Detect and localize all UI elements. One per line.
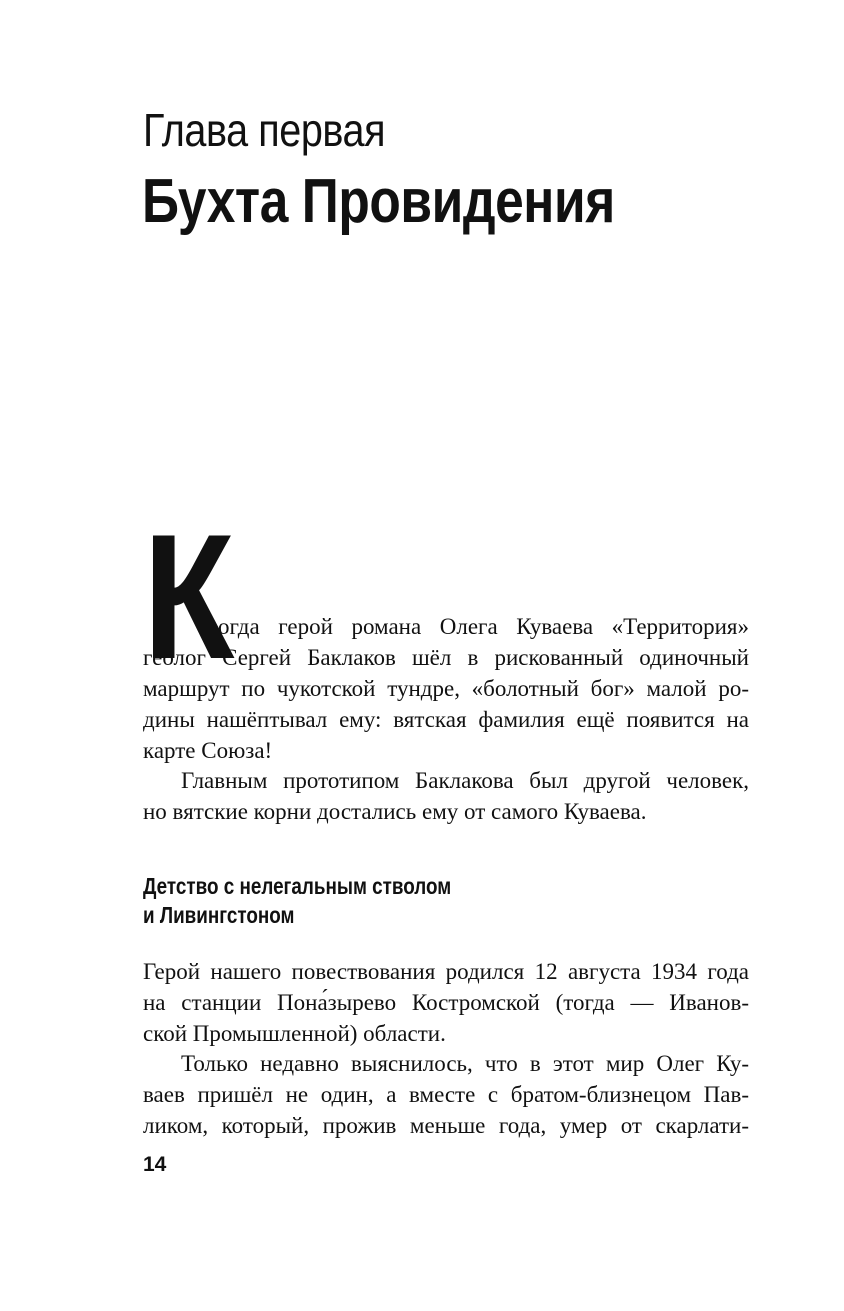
text-line: ликом, который, прожив меньше года, умер от скарлати-: [143, 1113, 749, 1138]
text-line: огда герой романа Олега Куваева «Территория»: [218, 614, 749, 639]
text-line: дины нашёптывал ему: вятская фамилия ещё появится на: [143, 707, 749, 732]
drop-cap: К: [143, 497, 235, 696]
text-line: маршрут по чукотской тундре, «болотный бог» малой ро-: [143, 676, 749, 701]
page-number: 14: [143, 1153, 167, 1176]
text-line: Главным прототипом Баклакова был другой человек,: [181, 768, 749, 793]
text-line: но вятские корни достались ему от самого Куваева.: [143, 799, 647, 824]
chapter-title: Бухта Провидения: [142, 167, 615, 236]
text-line: ской Промышленной) области.: [143, 1021, 446, 1046]
chapter-label: Глава первая: [143, 104, 386, 156]
text-line: карте Союза!: [143, 738, 273, 763]
section-heading-line-1: Детство с нелегальным стволом: [143, 873, 452, 899]
section-heading-line-2: и Ливингстоном: [143, 902, 295, 928]
text-line: Только недавно выяснилось, что в этот мир Олег Ку-: [181, 1051, 749, 1076]
text-line: Герой нашего повествования родился 12 августа 1934 года: [143, 959, 749, 984]
text-line: геолог Сергей Баклаков шёл в рискованный одиночный: [143, 645, 749, 670]
text-line: на станции Пона́зырево Костромской (тогда — Иванов-: [143, 990, 749, 1015]
text-line: ваев пришёл не один, а вместе с братом-близнецом Пав-: [143, 1082, 749, 1107]
